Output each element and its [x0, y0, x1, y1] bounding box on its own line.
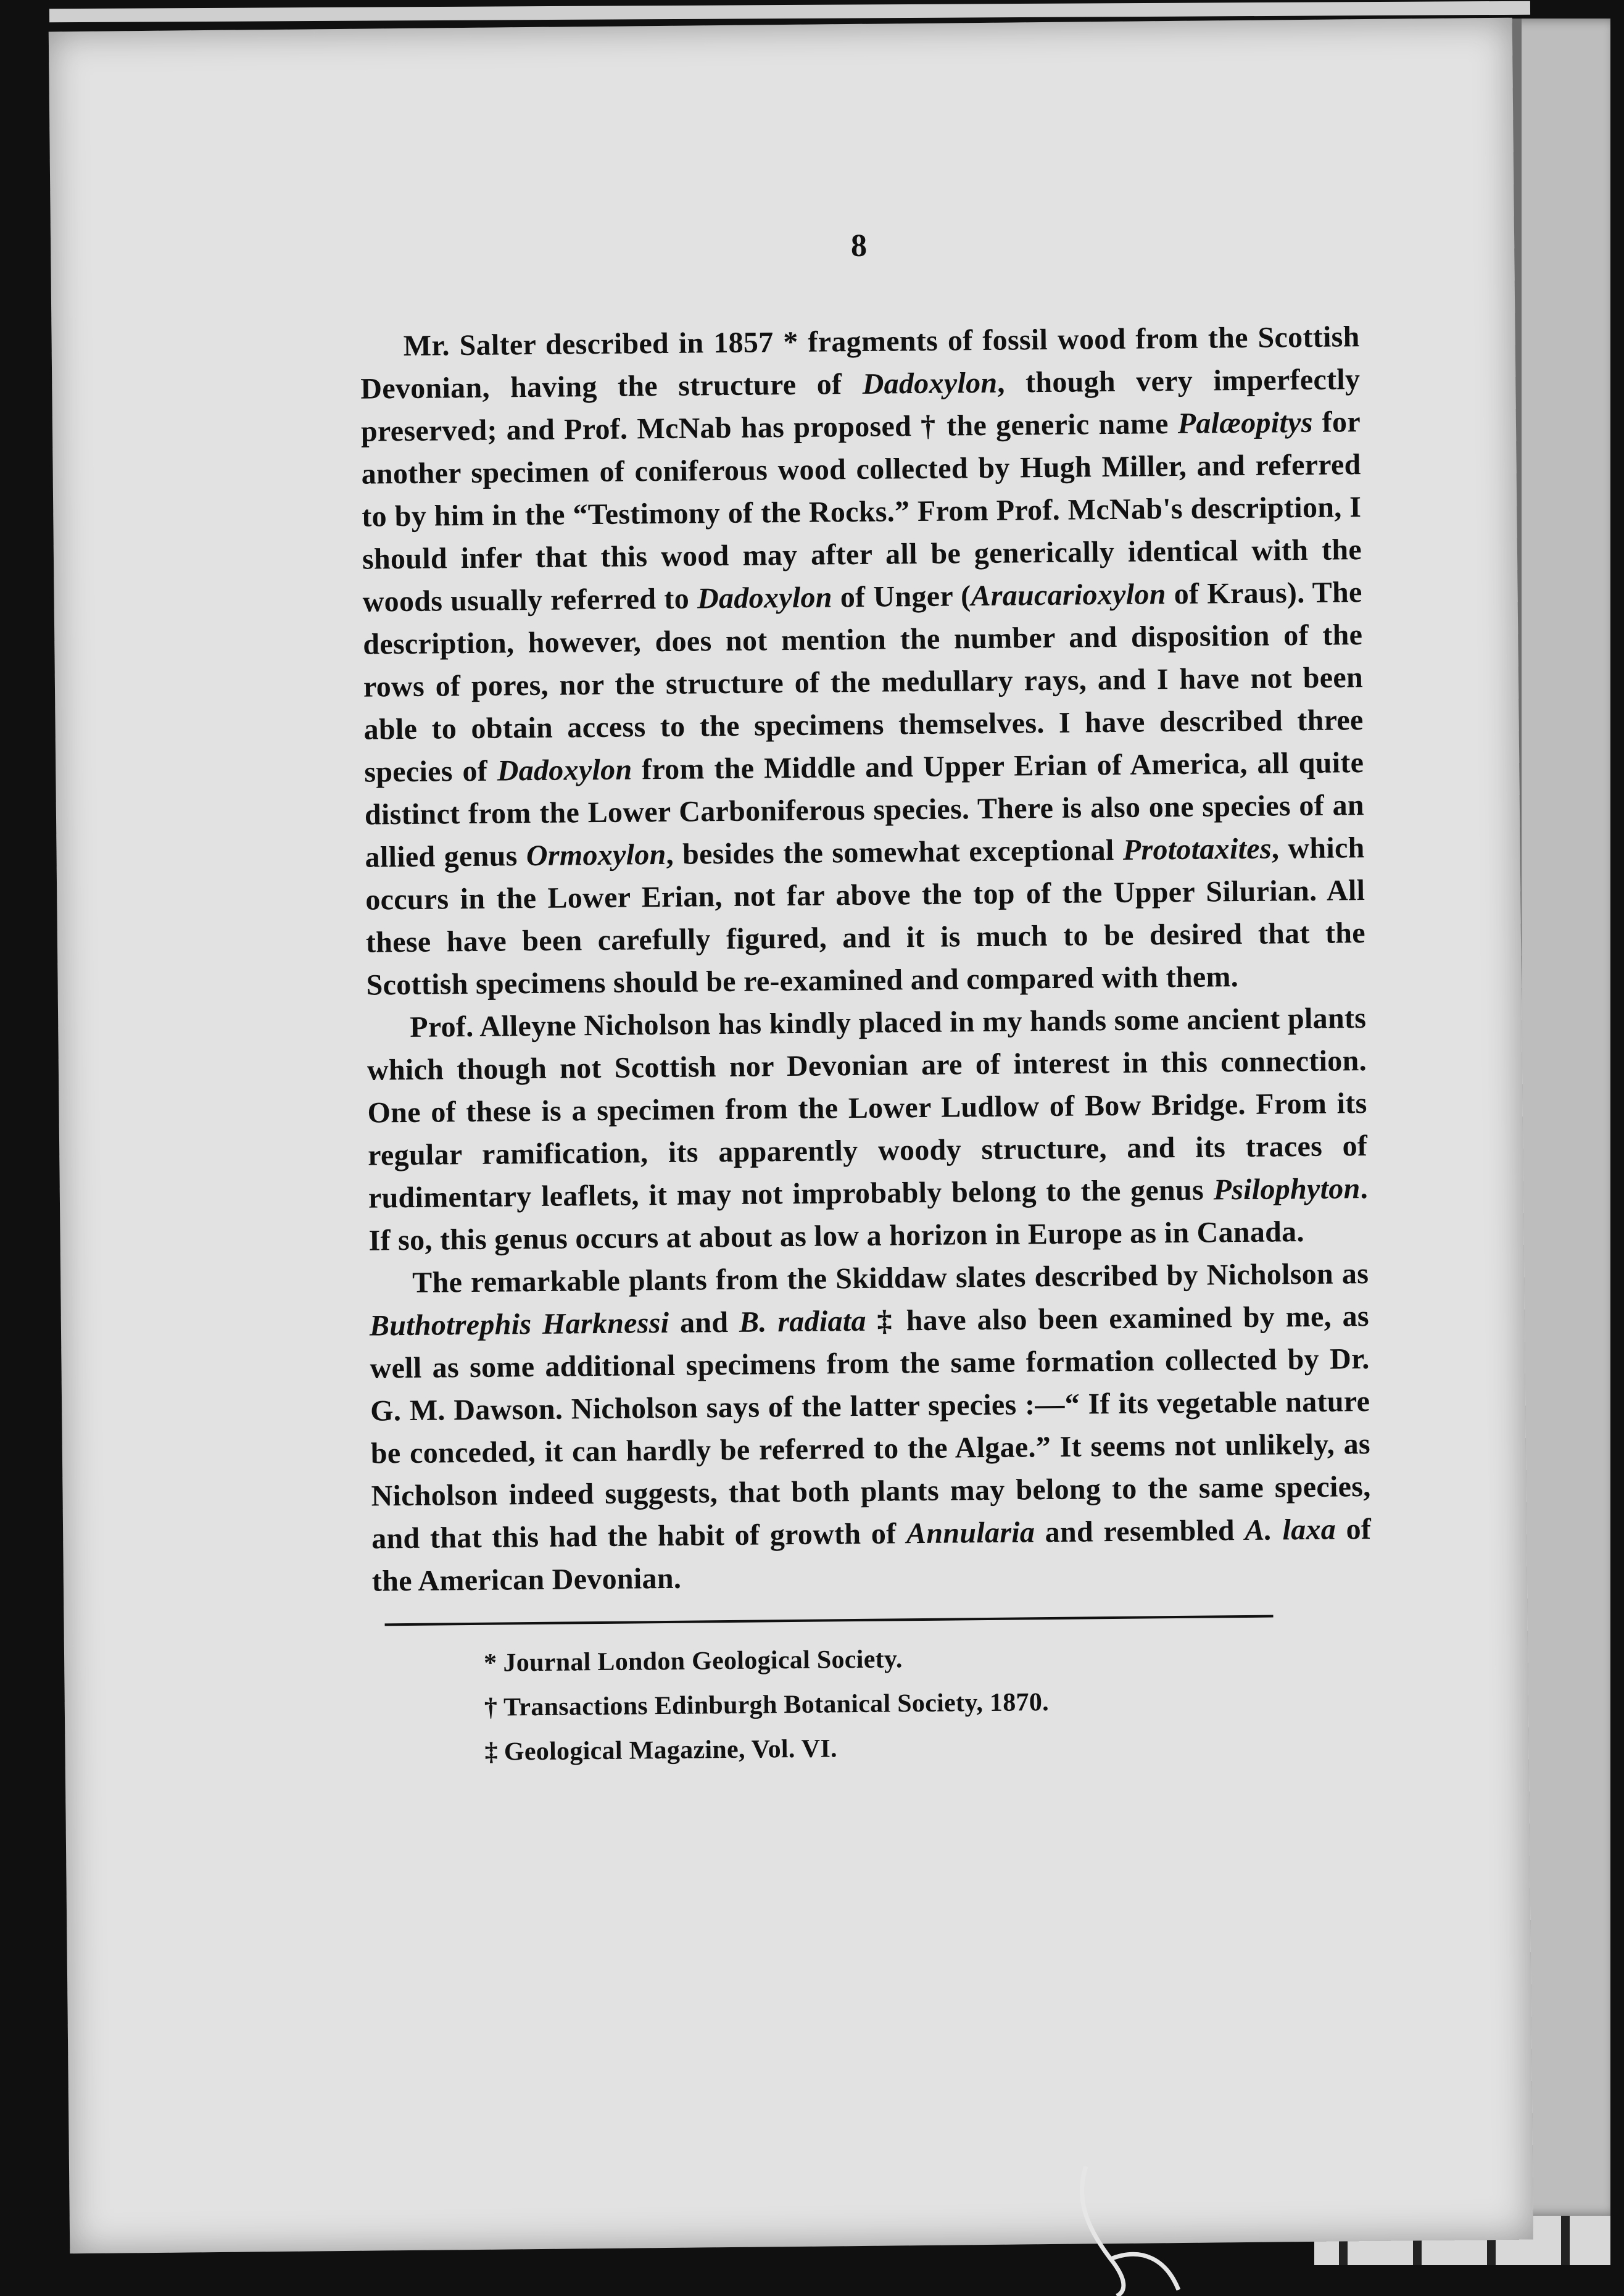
italic-term: Dadoxylon — [697, 581, 833, 615]
footnote-mark: ‡ — [484, 1737, 499, 1766]
italic-term: B. radiata — [739, 1304, 867, 1339]
text-run: and — [669, 1305, 740, 1339]
bookmark-cord — [1074, 2166, 1209, 2296]
italic-term: Annularia — [906, 1516, 1035, 1550]
text-run: , which occurs in the Lower Erian, not far above the top of the Upper Silurian. All these have been carefully figured, and it is much to be desired that the Scottish specimens should be re-examined and compared with them. — [365, 831, 1366, 1002]
footnote — [484, 1677, 1373, 1730]
text-run: Mr. Salter described in 1857 * fragments of fossil wood from the Scottish Devonian, having the structure of — [360, 320, 1360, 406]
text-run: for another specimen of coniferous wood collected by Hugh Miller, and referred to by him in the “Testimony of the Rocks.” From Prof. McNab's description, I should infer that this wood may after all be generically identical with the woods usually referred to — [361, 406, 1362, 618]
page-content — [359, 223, 1373, 1775]
text-run: of Kraus). The description, however, does not mention the number and disposition of the rows of pores, nor the structure of the medullary rays, and I have not been able to obtain access to the specimens themselves. I have described three species of — [363, 576, 1364, 789]
paragraph — [369, 1252, 1372, 1603]
italic-term: Dadoxylon — [862, 366, 998, 401]
italic-term: Araucarioxylon — [971, 578, 1166, 613]
text-run: ‡ have also been examined by me, as well as some additional specimens from the same formation collected by Dr. G. M. Dawson. Nicholson says of the latter species :—“ If its vegetable nature be conceded, it can hardly be referred to the Algae.” It seems not unlikely, as Nicholson indeed suggests, that both plants may belong to the same species, and that this had the habit of growth of — [370, 1300, 1371, 1555]
footnote-text: Geological Magazine, Vol. VI. — [503, 1734, 837, 1766]
text-run: and resembled — [1034, 1513, 1245, 1549]
italic-term: Ormoxylon — [526, 838, 666, 873]
italic-term: Palæopitys — [1177, 406, 1313, 440]
italic-term: Prototaxites — [1122, 832, 1272, 867]
footnote-mark: † — [484, 1693, 498, 1722]
binding-mark — [1561, 2216, 1570, 2265]
text-run: The remarkable plants from the Skiddaw slates described by Nicholson as — [412, 1257, 1369, 1299]
text-run: Prof. Alleyne Nicholson has kindly placed in my hands some ancient plants which though not Scottish nor Devonian are of interest in this connection. One of these is a specimen from the Lower Ludlow of Bow Bridge. From its regular ramification, its apparently woody structure, and its traces of rudimentary leaflets, it may not improbably belong to the genus — [367, 1002, 1368, 1215]
italic-term: Psilophyton — [1213, 1172, 1361, 1207]
footnote-mark: * — [483, 1649, 497, 1678]
text-run: , besides the somewhat exceptional — [666, 833, 1124, 871]
paragraph — [367, 997, 1369, 1262]
paragraph — [360, 315, 1366, 1006]
footnote-rule — [385, 1615, 1274, 1626]
footnote-text: Journal London Geological Society. — [503, 1645, 903, 1678]
page-number: 8 — [850, 228, 868, 264]
italic-term: Dadoxylon — [497, 753, 632, 788]
text-run: of Unger ( — [832, 580, 971, 614]
body-text — [360, 315, 1372, 1602]
text-run: from the Middle and Upper Erian of America, all quite distinct from the Lower Carboniferous species. There is also one species of an allied genus — [364, 746, 1365, 874]
footnote-text: Transactions Edinburgh Botanical Society, 1870. — [503, 1688, 1050, 1722]
italic-term: A. laxa — [1245, 1513, 1336, 1547]
text-run: . If so, this genus occurs at about as low a horizon in Europe as in Canada. — [368, 1172, 1369, 1257]
book-page — [49, 18, 1533, 2254]
text-run: of the American Devonian. — [371, 1513, 1372, 1598]
footnotes — [484, 1633, 1373, 1774]
footnote — [484, 1721, 1373, 1774]
italic-term: Buthotrephis Harknessi — [369, 1306, 669, 1342]
footnote — [484, 1633, 1373, 1686]
text-run: , though very imperfectly preserved; and Prof. McNab has proposed † the generic name — [360, 363, 1361, 448]
